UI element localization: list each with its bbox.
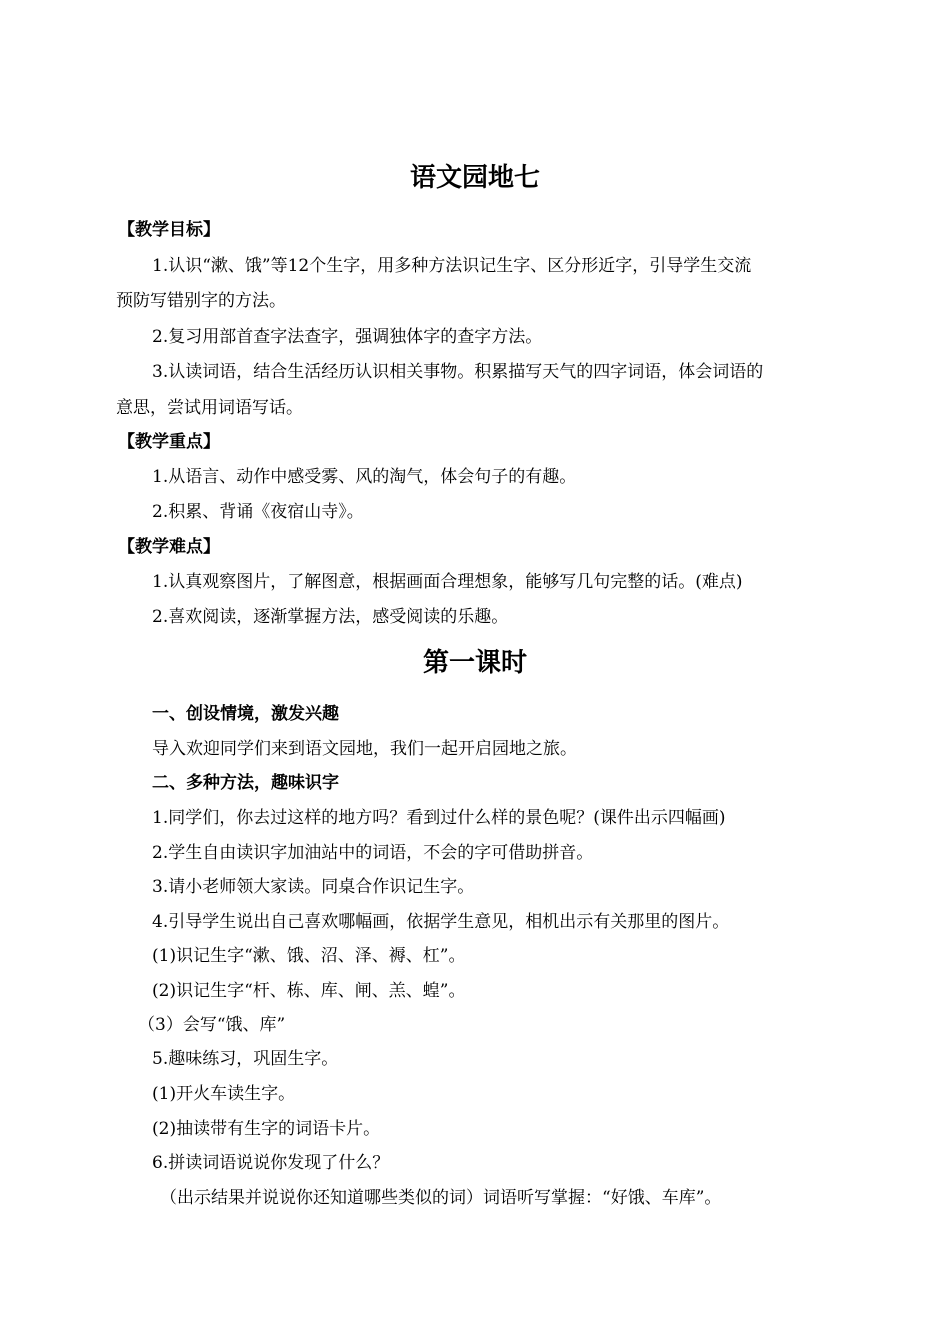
section-2-line: (2)抽读带有生字的词语卡片。: [152, 1119, 381, 1139]
key-point-1: 1.从语言、动作中感受雾、风的淘气，体会句子的有趣。: [152, 467, 577, 487]
key-point-2: 2.积累、背诵《夜宿山寺》。: [152, 502, 364, 522]
section-2-line: 1.同学们，你去过这样的地方吗？看到过什么样的景色呢？(课件出示四幅画): [152, 808, 726, 828]
lesson-title: 第一课时: [422, 648, 527, 678]
objective-3-line-1: 3.认读词语，结合生活经历认识相关事物。积累描写天气的四字词语，体会词语的: [152, 362, 764, 382]
section-2-line: 6.拼读词语说说你发现了什么？: [152, 1153, 390, 1173]
difficulty-2: 2.喜欢阅读，逐渐掌握方法，感受阅读的乐趣。: [152, 607, 509, 627]
section-1-text: 导入欢迎同学们来到语文园地，我们一起开启园地之旅。: [152, 739, 577, 759]
key-points-heading: 【教学重点】: [118, 432, 220, 452]
section-2-line: 2.学生自由读识字加油站中的词语，不会的字可借助拼音。: [152, 843, 594, 863]
section-2-line: (2)识记生字“杆、栋、库、闸、羔、蝗”。: [152, 981, 466, 1001]
section-2-line: （3）会写“饿、库”: [138, 1015, 286, 1035]
objective-2: 2.复习用部首查字法查字，强调独体字的查字方法。: [152, 327, 543, 347]
section-2-line: （出示结果并说说你还知道哪些类似的词）词语听写掌握：“好饿、车库”。: [160, 1188, 722, 1208]
page-title: 语文园地七: [409, 163, 540, 193]
difficulties-heading: 【教学难点】: [118, 537, 220, 557]
objective-3-line-2: 意思，尝试用词语写话。: [116, 398, 303, 418]
section-2-line: 5.趣味练习，巩固生字。: [152, 1049, 339, 1069]
objective-1-line-2: 预防写错别字的方法。: [116, 291, 286, 311]
objective-1-line-1: 1.认识“漱、饿”等12个生字，用多种方法识记生字、区分形近字，引导学生交流: [152, 256, 752, 276]
section-2-line: (1)识记生字“漱、饿、沼、泽、褥、杠”。: [152, 946, 466, 966]
objectives-heading: 【教学目标】: [118, 220, 220, 240]
difficulty-1: 1.认真观察图片，了解图意，根据画面合理想象，能够写几句完整的话。(难点): [152, 572, 743, 592]
section-2-line: 4.引导学生说出自己喜欢哪幅画，依据学生意见，相机出示有关那里的图片。: [152, 912, 730, 932]
section-1-heading: 一、创设情境，激发兴趣: [152, 704, 339, 724]
section-2-heading: 二、多种方法，趣味识字: [152, 773, 339, 793]
section-2-line: 3.请小老师领大家读。同桌合作识记生字。: [152, 877, 475, 897]
section-2-line: (1)开火车读生字。: [152, 1084, 296, 1104]
